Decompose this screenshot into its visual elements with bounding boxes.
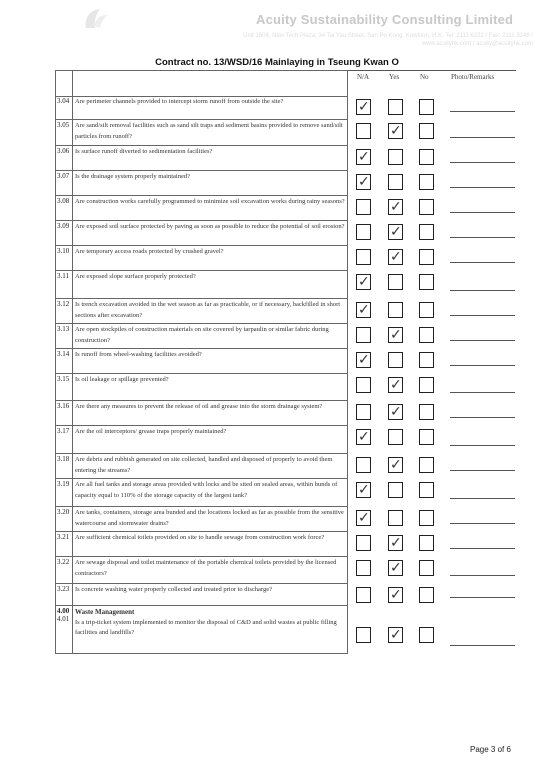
row-number: 3.14 bbox=[56, 348, 73, 373]
remarks-line[interactable] bbox=[450, 445, 515, 446]
checkbox-yes[interactable] bbox=[388, 302, 403, 318]
checkbox-na[interactable] bbox=[356, 535, 371, 551]
row-number: 3.18 bbox=[56, 453, 73, 478]
table-row bbox=[55, 220, 348, 246]
table-row bbox=[55, 531, 348, 557]
checkbox-no[interactable] bbox=[419, 99, 434, 115]
checkbox-yes[interactable] bbox=[388, 587, 403, 603]
checkbox-no[interactable] bbox=[419, 174, 434, 190]
check-mark-icon: ✓ bbox=[358, 429, 370, 445]
row-question: Are there any measures to prevent the release of oil and grease into the storm drainage system? bbox=[75, 403, 323, 410]
table-row bbox=[55, 323, 348, 349]
remarks-line[interactable] bbox=[450, 262, 515, 263]
col-header-remarks: Photo/Remarks bbox=[451, 73, 495, 81]
check-mark-icon: ✓ bbox=[390, 560, 402, 576]
section-number-cell bbox=[56, 605, 73, 653]
row-question: Is concrete washing water properly collected and treated prior to discharge? bbox=[75, 586, 272, 593]
row-number: 3.17 bbox=[56, 425, 73, 453]
check-mark-icon: ✓ bbox=[390, 249, 402, 265]
remarks-line[interactable] bbox=[450, 237, 515, 238]
remarks-line[interactable] bbox=[450, 597, 515, 598]
checkbox-no[interactable] bbox=[419, 429, 434, 445]
check-mark-icon: ✓ bbox=[358, 352, 370, 368]
checkbox-yes[interactable] bbox=[388, 199, 403, 215]
section-text-cell bbox=[75, 607, 345, 639]
col-header-yes: Yes bbox=[389, 73, 400, 81]
remarks-line[interactable] bbox=[450, 392, 515, 393]
table-row bbox=[55, 145, 348, 171]
checkbox-no[interactable] bbox=[419, 199, 434, 215]
remarks-line[interactable] bbox=[450, 137, 515, 138]
table-row bbox=[55, 583, 348, 606]
row-number: 3.12 bbox=[56, 298, 73, 323]
remarks-line[interactable] bbox=[450, 290, 515, 291]
row-number: 3.20 bbox=[56, 506, 73, 531]
checkbox-no[interactable] bbox=[419, 123, 434, 139]
checkbox-na[interactable] bbox=[356, 249, 371, 265]
checkbox-na[interactable] bbox=[356, 560, 371, 576]
check-mark-icon: ✓ bbox=[390, 327, 402, 343]
row-number: 3.19 bbox=[56, 478, 73, 506]
checkbox-na[interactable] bbox=[356, 149, 371, 165]
row-number: 3.06 bbox=[56, 145, 73, 170]
checkbox-yes[interactable] bbox=[388, 404, 403, 420]
checkbox-no[interactable] bbox=[419, 510, 434, 526]
row-question: Are sand/silt removal facilities such as sand silt traps and sediment basins provided to remove sand/silt particles from runoff? bbox=[75, 122, 343, 140]
row-question: Are open stockpiles of construction materials on site covered by tarpaulin or similar fabric during construction? bbox=[75, 326, 329, 344]
checkbox-na[interactable] bbox=[356, 482, 371, 498]
check-mark-icon: ✓ bbox=[358, 302, 370, 318]
row-question: Are sewage disposal and toilet maintenance of the portable chemical toilets provided by the licensed contractors? bbox=[75, 559, 337, 577]
table-row bbox=[55, 195, 348, 221]
row-question: Are sufficient chemical toilets provided on site to handle sewage from construction work force? bbox=[75, 534, 325, 541]
checkbox-yes[interactable] bbox=[388, 327, 403, 343]
row-number: 3.07 bbox=[56, 170, 73, 195]
checkbox-yes[interactable] bbox=[388, 149, 403, 165]
checkbox-yes[interactable] bbox=[388, 560, 403, 576]
table-row bbox=[55, 425, 348, 454]
checkbox-na[interactable] bbox=[356, 327, 371, 343]
row-question: Is oil leakage or spillage prevented? bbox=[75, 376, 169, 383]
remarks-line[interactable] bbox=[450, 523, 515, 524]
remarks-line[interactable] bbox=[450, 470, 515, 471]
row-question: Is runoff from wheel-washing facilities avoided? bbox=[75, 351, 202, 358]
row-question: Are tanks, containers, storage area bunded and the locations locked as far as possible from the sensitive watercourse and stormwater drains? bbox=[75, 509, 344, 527]
checkbox-yes[interactable] bbox=[388, 174, 403, 190]
checkbox-no[interactable] bbox=[419, 535, 434, 551]
check-mark-icon: ✓ bbox=[358, 274, 370, 290]
checkbox-yes[interactable] bbox=[388, 627, 403, 643]
section-number: 4.00 bbox=[57, 607, 70, 615]
row-number: 3.04 bbox=[56, 95, 73, 119]
checkbox-yes[interactable] bbox=[388, 535, 403, 551]
row-number: 3.09 bbox=[56, 220, 73, 245]
row-question: Is trench excavation avoided in the wet season as far as practicable, or if necessary, backfilled in short sections after excavation? bbox=[75, 301, 341, 319]
checkbox-no[interactable] bbox=[419, 274, 434, 290]
company-address: Unit 1606, New Tech Plaza, 34 Tai Yau Street, San Po Kong, Kowloon, H.K. Tel: 2111 6222 / Fax: 2111 3248 / www.acuityhk.com / acuity@acuityhk.com bbox=[243, 33, 533, 47]
remarks-line[interactable] bbox=[450, 498, 515, 499]
checkbox-no[interactable] bbox=[419, 249, 434, 265]
checkbox-no[interactable] bbox=[419, 149, 434, 165]
checkbox-na[interactable] bbox=[356, 174, 371, 190]
checkbox-na[interactable] bbox=[356, 99, 371, 115]
checkbox-na[interactable] bbox=[356, 199, 371, 215]
row-question: Are construction works carefully programmed to minimize soil excavation works during rainy seasons? bbox=[75, 198, 345, 205]
checkbox-na[interactable] bbox=[356, 377, 371, 393]
checkbox-no[interactable] bbox=[419, 482, 434, 498]
row-question: Are perimeter channels provided to intercept storm runoff from outside the site? bbox=[75, 98, 284, 105]
checkbox-yes[interactable] bbox=[388, 274, 403, 290]
checkbox-yes[interactable] bbox=[388, 249, 403, 265]
row-number: 3.16 bbox=[56, 400, 73, 425]
page-title: Contract no. 13/WSD/16 Mainlaying in Tseung Kwan O bbox=[155, 57, 399, 68]
row-number: 3.05 bbox=[56, 119, 73, 145]
check-mark-icon: ✓ bbox=[358, 482, 370, 498]
row-question: Are temporary access roads protected by crushed gravel? bbox=[75, 248, 224, 255]
table-row bbox=[55, 348, 348, 374]
checkbox-yes[interactable] bbox=[388, 457, 403, 473]
checkbox-no[interactable] bbox=[419, 377, 434, 393]
table-row bbox=[55, 119, 348, 146]
checkbox-na[interactable] bbox=[356, 224, 371, 240]
row-number: 3.23 bbox=[56, 583, 73, 605]
col-header-no: No bbox=[420, 73, 429, 81]
checkbox-na[interactable] bbox=[356, 274, 371, 290]
row-question: Are debris and rubbish generated on site collected, handled and disposed of properly to avoid them entering the streams? bbox=[75, 456, 333, 474]
row-number: 3.21 bbox=[56, 531, 73, 556]
remarks-line[interactable] bbox=[450, 212, 515, 213]
checkbox-no[interactable] bbox=[419, 457, 434, 473]
table-row bbox=[55, 95, 348, 120]
checkbox-na[interactable] bbox=[356, 123, 371, 139]
row-question: Are exposed soil surface protected by paving as soon as possible to reduce the potential of soil erosion? bbox=[75, 223, 345, 230]
checkbox-yes[interactable] bbox=[388, 482, 403, 498]
row-number: 3.08 bbox=[56, 195, 73, 220]
company-name: Acuity Sustainability Consulting Limited bbox=[256, 12, 514, 27]
checkbox-no[interactable] bbox=[419, 560, 434, 576]
check-mark-icon: ✓ bbox=[390, 224, 402, 240]
section-title: Waste Management bbox=[75, 608, 135, 616]
checkbox-no[interactable] bbox=[419, 587, 434, 603]
check-mark-icon: ✓ bbox=[390, 535, 402, 551]
remarks-line[interactable] bbox=[450, 548, 515, 549]
table-row bbox=[55, 556, 348, 584]
checkbox-no[interactable] bbox=[419, 404, 434, 420]
checkbox-no[interactable] bbox=[419, 352, 434, 368]
row-question: Are the oil interceptors/ grease traps properly maintained? bbox=[75, 428, 227, 435]
table-row bbox=[55, 270, 348, 299]
row-question: Are all fuel tanks and storage areas provided with locks and be sited on sealed areas, within bunds of capacity equal to 110% of the storage capacity of the largest tank? bbox=[75, 481, 338, 499]
row-number: 3.10 bbox=[56, 245, 73, 270]
page-number: Page 3 of 6 bbox=[470, 745, 511, 754]
table-row bbox=[55, 506, 348, 532]
remarks-line[interactable] bbox=[450, 315, 515, 316]
remarks-line[interactable] bbox=[450, 365, 515, 366]
check-mark-icon: ✓ bbox=[390, 457, 402, 473]
table-row bbox=[55, 170, 348, 196]
row-number: 3.11 bbox=[56, 270, 73, 298]
checkbox-na[interactable] bbox=[356, 429, 371, 445]
check-mark-icon: ✓ bbox=[390, 627, 402, 643]
remarks-line[interactable] bbox=[450, 187, 515, 188]
check-mark-icon: ✓ bbox=[390, 377, 402, 393]
remarks-line[interactable] bbox=[450, 417, 515, 418]
check-mark-icon: ✓ bbox=[358, 99, 370, 115]
header-number-cell bbox=[56, 71, 73, 96]
table-row bbox=[55, 453, 348, 479]
checkbox-yes[interactable] bbox=[388, 510, 403, 526]
table-row bbox=[55, 400, 348, 426]
checkbox-na[interactable] bbox=[356, 587, 371, 603]
row-number: 4.01 bbox=[57, 615, 70, 623]
check-mark-icon: ✓ bbox=[390, 404, 402, 420]
checkbox-yes[interactable] bbox=[388, 377, 403, 393]
table-row bbox=[55, 245, 348, 271]
section-row bbox=[55, 605, 348, 654]
table-row bbox=[55, 373, 348, 401]
checkbox-na[interactable] bbox=[356, 352, 371, 368]
checkbox-yes[interactable] bbox=[388, 352, 403, 368]
checkbox-yes[interactable] bbox=[388, 123, 403, 139]
col-header-na: N/A bbox=[357, 73, 370, 81]
remarks-line[interactable] bbox=[450, 340, 515, 341]
checkbox-na[interactable] bbox=[356, 404, 371, 420]
checkbox-no[interactable] bbox=[419, 327, 434, 343]
checkbox-na[interactable] bbox=[356, 510, 371, 526]
table-header-row bbox=[55, 70, 348, 97]
check-mark-icon: ✓ bbox=[358, 174, 370, 190]
remarks-line[interactable] bbox=[450, 575, 515, 576]
checkbox-yes[interactable] bbox=[388, 429, 403, 445]
check-mark-icon: ✓ bbox=[358, 510, 370, 526]
remarks-line[interactable] bbox=[450, 645, 515, 646]
checkbox-no[interactable] bbox=[419, 224, 434, 240]
row-number: 3.15 bbox=[56, 373, 73, 400]
checkbox-no[interactable] bbox=[419, 627, 434, 643]
row-question: Is a trip-ticket system implemented to monitor the disposal of C&D and solid wastes at public filling facilities and landfills? bbox=[75, 618, 337, 636]
check-mark-icon: ✓ bbox=[390, 123, 402, 139]
remarks-line[interactable] bbox=[450, 111, 515, 112]
check-mark-icon: ✓ bbox=[390, 199, 402, 215]
checkbox-yes[interactable] bbox=[388, 224, 403, 240]
company-logo-icon bbox=[80, 6, 110, 32]
checkbox-no[interactable] bbox=[419, 302, 434, 318]
remarks-line[interactable] bbox=[450, 162, 515, 163]
checkbox-yes[interactable] bbox=[388, 99, 403, 115]
row-question: Are exposed slope surface properly protected? bbox=[75, 273, 196, 280]
table-row bbox=[55, 478, 348, 507]
row-number: 3.13 bbox=[56, 323, 73, 348]
checkbox-na[interactable] bbox=[356, 302, 371, 318]
check-mark-icon: ✓ bbox=[358, 149, 370, 165]
check-mark-icon: ✓ bbox=[390, 587, 402, 603]
row-number: 3.22 bbox=[56, 556, 73, 583]
checkbox-na[interactable] bbox=[356, 627, 371, 643]
row-question: Is surface runoff diverted to sedimentation facilities? bbox=[75, 148, 213, 155]
row-question: Is the drainage system properly maintained? bbox=[75, 173, 190, 180]
checkbox-na[interactable] bbox=[356, 457, 371, 473]
table-row bbox=[55, 298, 348, 324]
